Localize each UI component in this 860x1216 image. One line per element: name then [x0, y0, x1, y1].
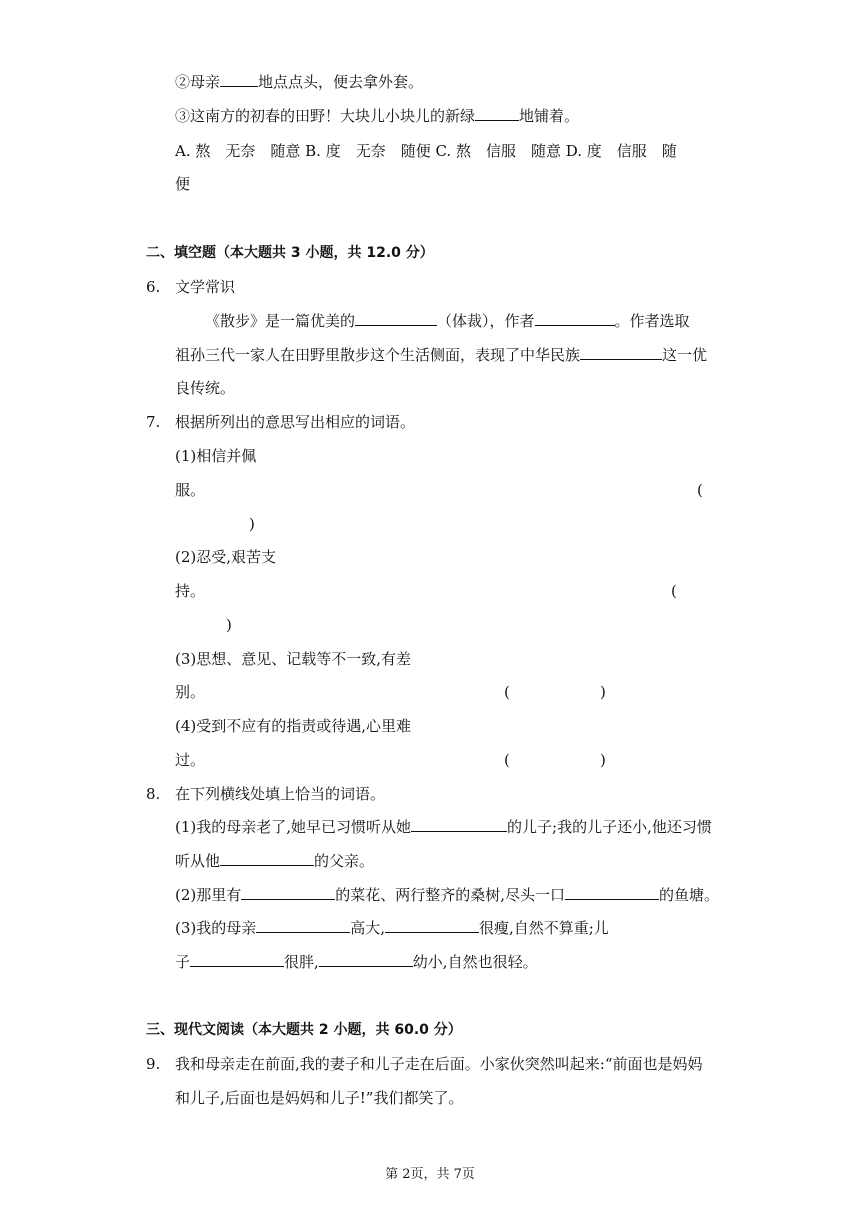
q8-item-1-blank-1: [411, 817, 507, 832]
q8-item-1-line-2: [175, 851, 374, 871]
q6-tradition-blank: [580, 345, 662, 360]
q5-item-3-pre: ③这南方的初春的田野！大块儿小块儿的新绿: [175, 107, 476, 125]
q8-item-3-a: (3)我的母亲: [175, 919, 257, 937]
q7-item-3-line-2: 别。: [175, 683, 206, 701]
q6-line-2-b: 这一优: [662, 346, 708, 364]
q8-item-1-c: 听从他: [175, 852, 221, 870]
q8-item-3-line-1: [175, 918, 609, 938]
q7-item-3-paren-close: ): [600, 683, 606, 701]
q8-item-2-b: 的菜花、两行整齐的桑树,尽头一口: [335, 886, 566, 904]
q5-item-3: [175, 106, 579, 126]
q7-item-1-line-1: (1)相信并佩: [175, 447, 257, 465]
page-footer: 第 2页，共 7页: [385, 1167, 475, 1182]
q8-item-3-blank-4: [319, 952, 413, 967]
q8-item-1-d: 的父亲。: [314, 852, 375, 870]
q8-item-2-blank-2: [565, 885, 659, 900]
q8-item-3-b: 高大,: [350, 919, 386, 937]
q6-line-3: 良传统。: [175, 379, 236, 397]
q8-item-3-f: 幼小,自然也很轻。: [412, 953, 538, 971]
q5-item-2: [175, 72, 423, 92]
q7-item-1-paren-open: (: [697, 481, 703, 499]
q9-number: 9.: [146, 1055, 161, 1073]
q7-item-3-paren-open: (: [504, 683, 510, 701]
q7-item-2-line-2: 持。: [175, 582, 206, 600]
q6-genre-blank: [355, 311, 437, 326]
q6-line-1-c: 。作者选取: [614, 312, 690, 330]
q5-options: A. 熬 无奈 随意 B. 度 无奈 随便 C. 熬 信服 随意 D. 度 信服 随: [175, 142, 677, 160]
q7-item-2-paren-open: (: [671, 582, 677, 600]
q8-item-1-a: (1)我的母亲老了,她早已习惯听从她: [175, 818, 412, 836]
q6-line-1-b: （体裁），作者: [437, 312, 535, 330]
q8-item-2-a: (2)那里有: [175, 886, 242, 904]
q6-line-1: [205, 311, 690, 331]
q6-line-1-a: 《散步》是一篇优美的: [205, 312, 356, 330]
q7-item-4-line-2: 过。: [175, 751, 206, 769]
q8-item-3-blank-3: [190, 952, 284, 967]
q8-item-3-d: 子: [175, 953, 191, 971]
q5-options-cont: 便: [175, 175, 191, 193]
q8-title: 在下列横线处填上恰当的词语。: [175, 785, 386, 803]
q8-item-1-b: 的儿子;我的儿子还小,他还习惯: [507, 818, 712, 836]
q8-item-2: [175, 885, 719, 905]
q5-item-2-pre: ②母亲: [175, 73, 221, 91]
q5-item-2-blank: [220, 72, 258, 87]
q5-item-3-post: 地铺着。: [519, 107, 580, 125]
q8-item-1-line-1: [175, 817, 712, 837]
q8-item-3-blank-2: [385, 918, 479, 933]
q6-author-blank: [535, 311, 615, 326]
q8-number: 8.: [146, 785, 161, 803]
q8-item-1-blank-2: [220, 851, 314, 866]
q7-number: 7.: [146, 413, 161, 431]
q8-item-3-c: 很瘦,自然不算重;儿: [479, 919, 609, 937]
q7-item-1-line-2: 服。: [175, 481, 206, 499]
section-3-heading: 三、现代文阅读（本大题共 2 小题，共 60.0 分）: [146, 1022, 462, 1038]
q8-item-2-blank-1: [241, 885, 335, 900]
q7-item-2-line-1: (2)忍受,艰苦支: [175, 548, 277, 566]
q7-item-1-paren-close: ): [249, 515, 255, 533]
q7-item-3-line-1: (3)思想、意见、记载等不一致,有差: [175, 650, 412, 668]
q7-item-2-paren-close: ): [226, 616, 232, 634]
q6-line-2-a: 祖孙三代一家人在田野里散步这个生活侧面，表现了中华民族: [175, 346, 581, 364]
q8-item-3-line-2: [175, 952, 538, 972]
q8-item-2-c: 的鱼塘。: [659, 886, 720, 904]
q5-item-2-post: 地点点头，便去拿外套。: [258, 73, 424, 91]
q5-item-3-blank: [475, 106, 519, 121]
q8-item-3-e: 很胖,: [284, 953, 319, 971]
q6-number: 6.: [146, 278, 161, 296]
q7-item-4-line-1: (4)受到不应有的指责或待遇,心里难: [175, 717, 412, 735]
q9-line-2: 和儿子,后面也是妈妈和儿子!”我们都笑了。: [175, 1089, 464, 1107]
q7-item-4-paren-open: (: [504, 751, 510, 769]
q6-title: 文学常识: [175, 278, 236, 296]
q7-item-4-paren-close: ): [600, 751, 606, 769]
section-2-heading: 二、填空题（本大题共 3 小题，共 12.0 分）: [146, 245, 434, 261]
q6-line-2: [175, 345, 707, 365]
q7-title: 根据所列出的意思写出相应的词语。: [175, 413, 416, 431]
q8-item-3-blank-1: [256, 918, 350, 933]
q9-line-1: 我和母亲走在前面,我的妻子和儿子走在后面。小家伙突然叫起来:“前面也是妈妈: [175, 1055, 703, 1073]
